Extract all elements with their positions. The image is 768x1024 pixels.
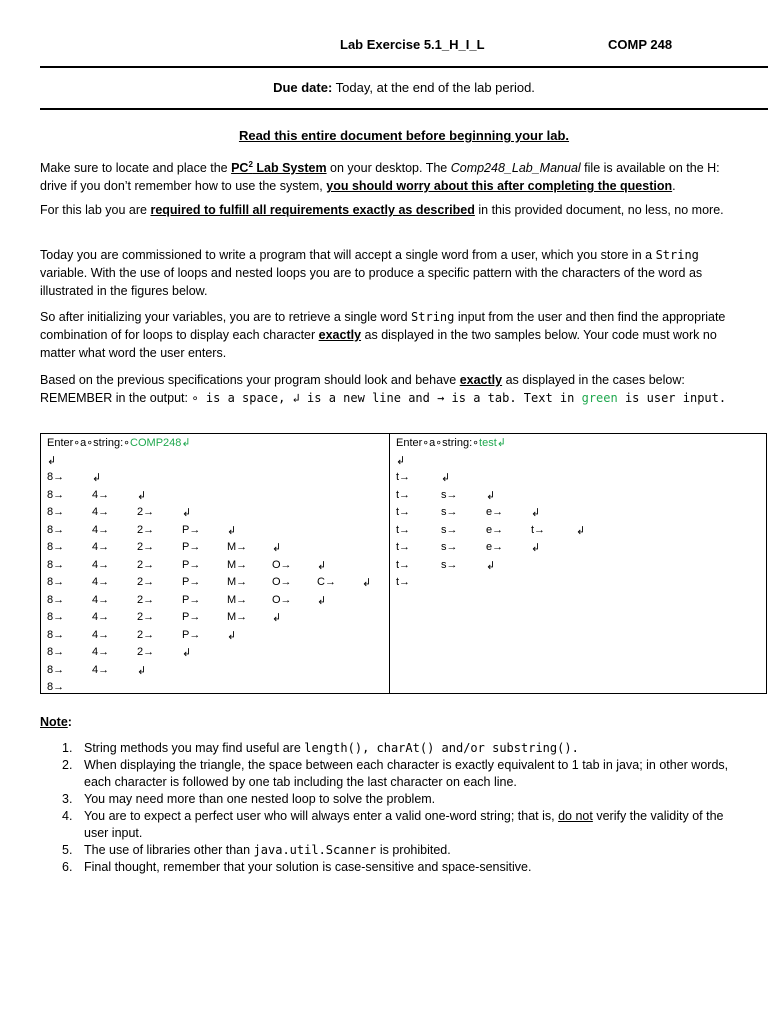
sample-cell: ↲ <box>92 472 102 484</box>
sample-cell: 4→ <box>92 506 110 518</box>
note-text: You are to expect a perfect user who will always enter a valid one-word string; that is, do not verify the validity of the user input. <box>84 809 724 840</box>
note-item <box>62 740 742 757</box>
note-item <box>62 757 742 791</box>
sample-cell: 4→ <box>92 663 110 676</box>
note-item <box>62 808 742 842</box>
sample-cell: 2→ <box>137 541 155 553</box>
due-date <box>40 80 768 95</box>
sample-cell: 4→ <box>92 523 110 536</box>
sample-cell: ↲ <box>137 664 147 677</box>
note-item <box>62 859 742 876</box>
sample-cell: 8→ <box>47 628 65 641</box>
sample-cell: M→ <box>227 611 248 623</box>
due-date-label: Due date: <box>273 80 333 95</box>
sample-cell: P→ <box>182 523 201 536</box>
sample-cell: t→ <box>396 488 411 501</box>
sample-cell: 4→ <box>92 611 110 623</box>
sample-cell: ↲ <box>317 559 327 572</box>
sample-cell: 8→ <box>47 646 65 658</box>
sample-cell: O→ <box>272 558 292 571</box>
sample-cell: ↲ <box>272 542 282 554</box>
sample-cell: 8→ <box>47 506 65 518</box>
note-number: 1. <box>62 741 73 755</box>
sample-cell: s→ <box>441 506 458 518</box>
sample-cell: 2→ <box>137 646 155 658</box>
sample-cell: s→ <box>441 488 458 501</box>
sample-cell: s→ <box>441 523 458 536</box>
due-date-text: Today, at the end of the lab period. <box>332 80 535 95</box>
sample-cell: P→ <box>182 541 201 553</box>
sample-cell: 2→ <box>137 628 155 641</box>
sample-cell: ↲ <box>362 577 372 589</box>
header-divider <box>40 66 768 68</box>
sample-cell: 2→ <box>137 611 155 623</box>
lab-title: Lab Exercise 5.1_H_I_L <box>340 37 485 52</box>
note-heading: Note: <box>40 715 72 729</box>
sample-cell: 8→ <box>47 523 65 536</box>
sample-cell: P→ <box>182 593 201 606</box>
sample-cell: 8→ <box>47 681 65 693</box>
input-paragraph: So after initializing your variables, you are to retrieve a single word String input from the user and then find the appropriate combination of for loops to display each character exactly as displayed in the two samples below. Your code must work no matter what word the user enters. <box>40 310 726 360</box>
sample-cell: ↲ <box>272 612 282 624</box>
sample-user-input: COMP248↲ <box>130 437 191 449</box>
note-number: 3. <box>62 792 73 806</box>
sample-cell: O→ <box>272 576 292 588</box>
sample-cell: ↲ <box>576 524 586 537</box>
sample-cell: ↲ <box>531 542 541 554</box>
sample-cell: t→ <box>531 523 546 536</box>
sample-cell: 8→ <box>47 488 65 501</box>
sample-cell: s→ <box>441 541 458 553</box>
sample-cell: 8→ <box>47 611 65 623</box>
sample-cell: 2→ <box>137 576 155 588</box>
sample-cell: ↲ <box>486 559 496 572</box>
sample-cell: 8→ <box>47 558 65 571</box>
sample-cell: 8→ <box>47 663 65 676</box>
task-paragraph: Today you are commissioned to write a program that will accept a single word from a user, which you store in a String variable. With the use of loops and nested loops you are to produce a specific pattern with the characters of the word as illustrated in the figures below. <box>40 248 703 298</box>
note-text: You may need more than one nested loop to solve the problem. <box>84 792 436 806</box>
notes-list <box>62 740 742 876</box>
sample-cell: 2→ <box>137 506 155 518</box>
sample-cell: ↲ <box>227 524 237 537</box>
sample-cell: 4→ <box>92 576 110 588</box>
sample-cell: 8→ <box>47 541 65 553</box>
note-item <box>62 791 742 808</box>
sample-cell: t→ <box>396 576 411 588</box>
sample-cell: M→ <box>227 541 248 553</box>
note-number: 5. <box>62 843 73 857</box>
sample-cell: ↲ <box>396 454 406 467</box>
sample-cell: M→ <box>227 576 248 588</box>
sample-cell: 2→ <box>137 558 155 571</box>
sample-cell: e→ <box>486 541 504 553</box>
intro-paragraph: Make sure to locate and place the $PC^2$ Lab System on your desktop. The Comp248_Lab_Manual file is available on the H: drive if you don’t remember how to use the system, you should worry about this after completing the question. <box>40 160 720 194</box>
sample-cell: t→ <box>396 471 411 483</box>
note-text: The use of libraries other than java.util.Scanner is prohibited. <box>84 843 451 857</box>
sample-cell: ↲ <box>317 594 327 607</box>
sample-cell: P→ <box>182 558 201 571</box>
sample-user-input: test↲ <box>479 437 506 449</box>
course-code: COMP 248 <box>608 37 673 52</box>
sample-cell: ↲ <box>441 472 451 484</box>
sample-cell: ↲ <box>137 489 147 502</box>
sample-cell: 4→ <box>92 558 110 571</box>
sample-cell: 4→ <box>92 628 110 641</box>
note-text: String methods you may find useful are length(), charAt() and/or substring(). <box>84 741 579 755</box>
sample-cell: M→ <box>227 558 248 571</box>
sample-cell: C→ <box>317 576 336 588</box>
sample-cell: 4→ <box>92 488 110 501</box>
sample-cell: P→ <box>182 576 201 588</box>
note-number: 2. <box>62 758 73 772</box>
due-divider <box>40 108 768 110</box>
sample-cell: 8→ <box>47 471 65 483</box>
sample-cell: 8→ <box>47 593 65 606</box>
sample-cell: t→ <box>396 523 411 536</box>
read-notice: Read this entire document before beginning your lab. <box>238 128 570 143</box>
sample-cell: 8→ <box>47 576 65 588</box>
sample-cell: ↲ <box>227 629 237 642</box>
sample-cell: M→ <box>227 593 248 606</box>
sample-cell: P→ <box>182 628 201 641</box>
sample-cell: e→ <box>486 506 504 518</box>
sample-cell: s→ <box>441 558 458 571</box>
sample-cell: t→ <box>396 558 411 571</box>
sample-cell: 2→ <box>137 593 155 606</box>
sample-cell: 2→ <box>137 523 155 536</box>
requirements-paragraph: For this lab you are required to fulfill all requirements exactly as described in this provided document, no less, no more. <box>40 203 724 217</box>
note-number: 6. <box>62 860 73 874</box>
sample-cell: ↲ <box>47 454 57 467</box>
sample-cell: t→ <box>396 506 411 518</box>
sample-cell: O→ <box>272 593 292 606</box>
sample-cell: 4→ <box>92 646 110 658</box>
sample-prompt: Enter∘a∘string:∘test↲ <box>396 437 506 449</box>
sample-cell: e→ <box>486 523 504 536</box>
note-text: Final thought, remember that your solution is case-sensitive and space-sensitive. <box>84 860 532 874</box>
sample-cell: ↲ <box>486 489 496 502</box>
note-number: 4. <box>62 809 73 823</box>
sample-cell: ↲ <box>182 647 192 659</box>
spec-paragraph: Based on the previous specifications your program should look and behave exactly as displayed in the cases below: REMEMBER in the output: ∘ is a space, ↲ is a new line and → is a tab. Text in green is user input. <box>40 373 727 405</box>
sample-cell: ↲ <box>182 507 192 519</box>
sample-cell: 4→ <box>92 593 110 606</box>
sample-cell: 4→ <box>92 541 110 553</box>
note-item <box>62 842 742 859</box>
sample-cell: t→ <box>396 541 411 553</box>
sample-cell: ↲ <box>531 507 541 519</box>
sample-cell: P→ <box>182 611 201 623</box>
sample-prompt: Enter∘a∘string:∘COMP248↲ <box>47 437 191 449</box>
note-text: When displaying the triangle, the space between each character is exactly equivalent to 1 tab in java; in other words, each character is followed by one tab including the last character on each line. <box>84 758 729 789</box>
